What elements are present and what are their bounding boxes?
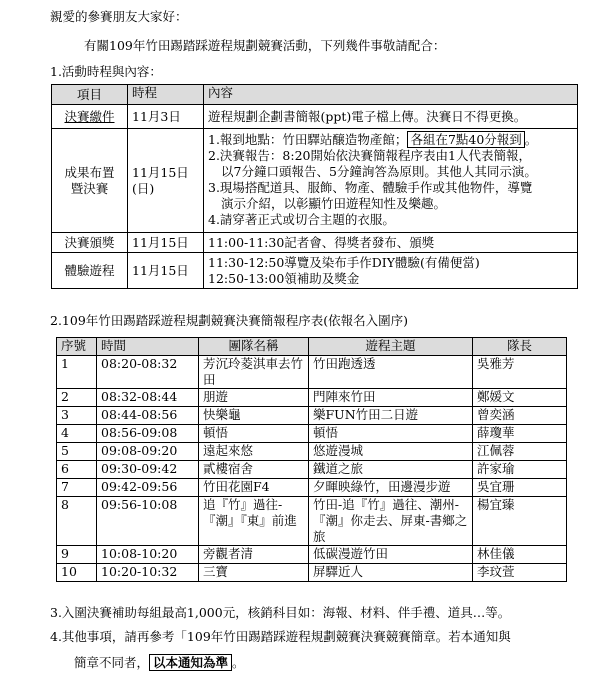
schedule-header-time: 時程	[128, 85, 204, 105]
schedule-time: 11月15日	[128, 233, 204, 253]
program-table	[56, 337, 567, 582]
content-line: 11:30-12:50導覽及染布手作DIY體驗(有備便當)	[208, 255, 480, 270]
program-row	[57, 461, 567, 479]
program-leader: 鄭媛文	[473, 389, 567, 407]
schedule-content	[204, 253, 578, 289]
schedule-content	[204, 129, 578, 233]
content-line: 2.決賽報告：8:20開始依決賽簡報程序表由1人代表簡報，	[208, 148, 531, 163]
schedule-item: 決賽頒獎	[52, 233, 128, 253]
program-no: 2	[57, 389, 97, 407]
program-team: 朋遊	[199, 389, 309, 407]
program-theme: 悠遊漫城	[309, 443, 473, 461]
program-header-theme: 遊程主題	[309, 338, 473, 356]
program-time: 09:42-09:56	[97, 479, 199, 497]
program-theme: 門陣來竹田	[309, 389, 473, 407]
program-theme: 夕暉映綠竹，田邊漫步遊	[309, 479, 473, 497]
program-theme: 竹田-追『竹』過往、潮州-『潮』你走去、屏東-書鄉之旅	[309, 497, 473, 546]
schedule-header-item: 項目	[52, 85, 128, 105]
schedule-row	[52, 129, 578, 233]
program-team: 遠起來悠	[199, 443, 309, 461]
program-row	[57, 425, 567, 443]
program-leader: 李玟萱	[473, 564, 567, 582]
program-team: 貳樓宿舍	[199, 461, 309, 479]
schedule-item	[52, 129, 128, 233]
program-row	[57, 497, 567, 546]
schedule-header-content: 內容	[204, 85, 578, 105]
program-no: 3	[57, 407, 97, 425]
program-team: 竹田花園F4	[199, 479, 309, 497]
content-line: 1.報到地點：竹田驛站醸造物產館； 各組在7點40分報到 。	[208, 132, 538, 147]
section4-text-cont: 簡章不同者， 以本通知為準 。	[74, 655, 245, 670]
program-time: 08:56-09:08	[97, 425, 199, 443]
program-leader: 江佩蓉	[473, 443, 567, 461]
program-leader: 許家瑜	[473, 461, 567, 479]
program-no: 9	[57, 546, 97, 564]
program-row	[57, 389, 567, 407]
section2-title: 2.109年竹田踢踏踩遊程規劃競賽決賽簡報程序表(依報名入圍序)	[50, 313, 409, 328]
program-header-row	[57, 338, 567, 356]
content-line: 4.請穿著正式或切合主題的衣服。	[208, 212, 395, 227]
schedule-item: 體驗遊程	[52, 253, 128, 289]
schedule-time: 11月3日	[128, 105, 204, 129]
program-theme: 鐵道之旅	[309, 461, 473, 479]
program-time: 08:32-08:44	[97, 389, 199, 407]
program-no: 1	[57, 356, 97, 389]
section1-title: 1.活動時程與內容：	[50, 64, 162, 79]
program-time: 08:20-08:32	[97, 356, 199, 389]
program-no: 5	[57, 443, 97, 461]
content-line: 演示介紹，以彰顯竹田遊程知性及樂趣。	[221, 196, 447, 211]
program-row	[57, 564, 567, 582]
greeting: 親愛的參賽朋友大家好：	[50, 9, 188, 24]
program-leader: 吳宜珊	[473, 479, 567, 497]
program-leader: 吳雅芳	[473, 356, 567, 389]
program-team: 快樂龜	[199, 407, 309, 425]
program-no: 6	[57, 461, 97, 479]
program-leader: 林佳儀	[473, 546, 567, 564]
schedule-row	[52, 105, 578, 129]
schedule-table	[51, 84, 578, 289]
program-time: 10:20-10:32	[97, 564, 199, 582]
schedule-content: 遊程規劃企劃書簡報(ppt)電子檔上傳。決賽日不得更換。	[204, 105, 578, 129]
schedule-time: 11月15日	[128, 253, 204, 289]
program-header-leader: 隊長	[473, 338, 567, 356]
program-row	[57, 546, 567, 564]
program-time: 10:08-10:20	[97, 546, 199, 564]
program-theme: 頓悟	[309, 425, 473, 443]
content-line: 3.現場搭配道具、服飾、物產、體驗手作或其他物件，導覽	[208, 180, 533, 195]
program-time: 08:44-08:56	[97, 407, 199, 425]
program-no: 10	[57, 564, 97, 582]
program-header-team: 團隊名稱	[199, 338, 309, 356]
schedule-item: 決賽繳件	[52, 105, 128, 129]
program-leader: 曾奕涵	[473, 407, 567, 425]
schedule-time-text: 11月15日(日)	[132, 164, 189, 196]
program-team: 三寶	[199, 564, 309, 582]
schedule-row	[52, 253, 578, 289]
program-no: 7	[57, 479, 97, 497]
schedule-content: 11:00-11:30記者會、得獎者發布、頒獎	[204, 233, 578, 253]
program-theme: 低碳漫遊竹田	[309, 546, 473, 564]
program-row	[57, 443, 567, 461]
section4-text: 4.其他事項，請再參考「109年竹田踢踏踩遊程規劃競賽決賽競賽簡章。若本通知與	[50, 629, 511, 644]
section3-text: 3.入圍決賽補助每組最高1,000元，核銷科目如：海報、材料、伴手禮、道具…等。	[50, 605, 511, 620]
program-theme: 屏驛近人	[309, 564, 473, 582]
program-theme: 竹田跑透透	[309, 356, 473, 389]
schedule-item-text: 成果布置暨決賽	[64, 164, 115, 196]
program-row	[57, 407, 567, 425]
program-leader: 薛瓊華	[473, 425, 567, 443]
program-no: 4	[57, 425, 97, 443]
program-team: 頓悟	[199, 425, 309, 443]
program-time: 09:30-09:42	[97, 461, 199, 479]
program-theme: 樂FUN竹田二日遊	[309, 407, 473, 425]
schedule-row	[52, 233, 578, 253]
program-header-no: 序號	[57, 338, 97, 356]
content-line: 以7分鐘口頭報告、5分鐘詢答為原則。其他人其同示演。	[221, 164, 537, 179]
checkin-time-box: 各組在7點40分報到	[407, 131, 524, 148]
program-no: 8	[57, 497, 97, 546]
program-row	[57, 479, 567, 497]
program-team: 芳沉玲菱淇車去竹田	[199, 356, 309, 389]
program-leader: 楊宜臻	[473, 497, 567, 546]
program-header-time: 時間	[97, 338, 199, 356]
program-team: 旁觀者清	[199, 546, 309, 564]
schedule-header-row	[52, 85, 578, 105]
intro-paragraph: 有關109年竹田踢踏踩遊程規劃競賽活動，下列幾件事敬請配合：	[84, 38, 446, 53]
program-time: 09:08-09:20	[97, 443, 199, 461]
program-row	[57, 356, 567, 389]
program-time: 09:56-10:08	[97, 497, 199, 546]
content-line: 12:50-13:00領補助及獎金	[208, 271, 360, 286]
schedule-time	[128, 129, 204, 233]
program-team: 追『竹』過往-『潮』『東』前進	[199, 497, 309, 546]
program-body	[57, 356, 567, 582]
emphasis-box: 以本通知為準	[149, 654, 232, 671]
